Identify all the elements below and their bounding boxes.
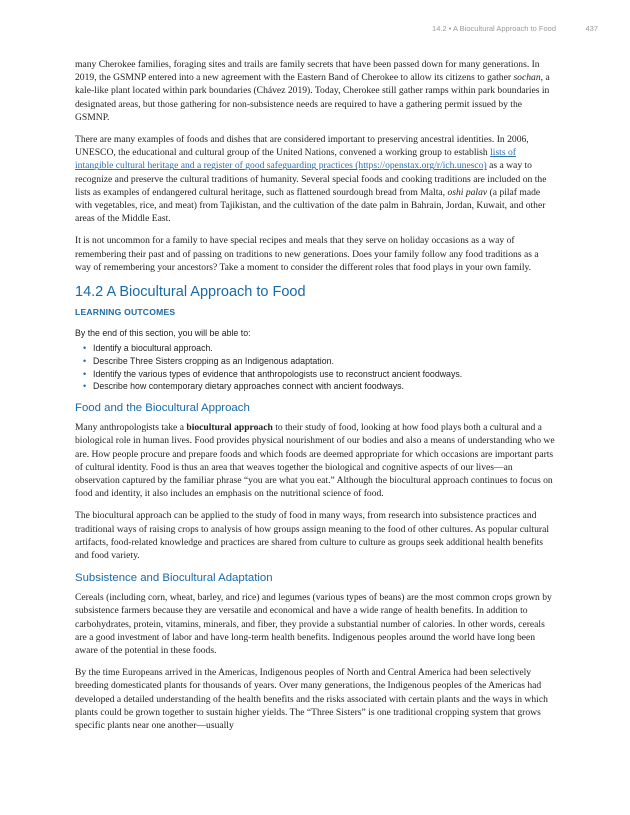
text-run: many Cherokee families, foraging sites and trails are family secrets that have been passed down for many generations. In 2019, the GSMNP entered into a new agreement with the Eastern Band of Cherokee to allow its citizens to gather [75,59,540,84]
bullet-icon: • [83,381,87,392]
list-item [83,380,555,393]
text-run: , a kale-like plant located within park boundaries (Chávez 2019). Today, Cherokee still gather ramps within park boundaries in designated areas, but those gathering for non-subsistence needs are required to have a gathering permit issued by the GSMNP. [75,72,550,123]
italic-term: oshi palav [447,186,488,198]
learning-outcomes-list [75,342,555,393]
bullet-icon: • [83,355,87,366]
page-content [75,58,555,741]
text-run: Many anthropologists take a [75,422,187,434]
bullet-icon: • [83,368,87,379]
key-term: biocultural approach [186,422,273,434]
page-number: 437 [585,24,598,33]
list-item-text: Describe Three Sisters cropping as an Indigenous adaptation. [93,355,334,366]
text-run: (a pilaf made with vegetables, rice, and meat) from Tajikistan, and the cultivation of the date palm in Bahrain, Jordan, Kuwait, and other areas of the Middle East. [75,186,546,225]
paragraph-three-sisters: By the time Europeans arrived in the Americas, Indigenous peoples of North and Central America had been selectively breeding domesticated plants for thousands of years. Over many generations, the Indigenous peoples of the Americas had developed a detailed understanding of the health benefits and the risks associated with certain plants and the ways in which plants could be grown together to sustain higher yields. The “Three Sisters” is one traditional cropping system that grows specific plants near one another—usually [75,667,548,732]
paragraph-biocultural-approach [75,421,555,500]
text-run: to their study of food, looking at how food plays both a cultural and a biological role in human lives. Food provides physical nourishment of our bodies and also a means of understanding who we are. How people procure and prepare foods and which foods are deemed appropriate for which occasions are important parts of cultural identity. Food is thus an area that weaves together the biological and cognitive aspects of our lives—an observation captured by the familiar phrase “you are what you eat.” Although the biocultural approach continues to focus on food and identity, it also includes an emphasis on the nutritional science of food. [75,422,555,500]
paragraph-cereals-legumes: Cereals (including corn, wheat, barley, and rice) and legumes (various types of beans) are the most common crops grown by subsistence farmers because they are versatile and economical and have a wide range of health benefits. In addition to carbohydrates, protein, vitamins, minerals, and fiber, they provide a substantial number of calories. In other words, cereals are a good investment of labor and have long-term health benefits. Indigenous peoples around the world have long been aware of the potential in these foods. [75,592,552,657]
subsection-title-subsistence: Subsistence and Biocultural Adaptation [75,572,273,585]
learning-outcomes-intro: By the end of this section, you will be able to: [75,328,251,339]
list-item [83,368,555,381]
paragraph-cherokee-foraging [75,58,555,124]
list-item-text: Describe how contemporary dietary approaches connect with ancient foodways. [93,381,404,392]
paragraph-unesco [75,133,555,225]
paragraph-biocultural-applications: The biocultural approach can be applied to the study of food in many ways, from research into subsistence practices and traditional ways of raising crops to analysis of how groups assign meaning to the food of other cultures. As popular cultural artifacts, food-related knowledge and practices are shared from culture to culture as groups seek additional health benefits and food variety. [75,510,549,562]
text-run: There are many examples of foods and dishes that are considered important to preserving ancestral identities. In 2006, UNESCO, the educational and cultural group of the United Nations, convened a working group to establish [75,134,529,159]
page-header [0,24,630,38]
section-title: 14.2 A Biocultural Approach to Food [75,284,306,301]
paragraph-family-recipes: It is not uncommon for a family to have special recipes and meals that they serve on holiday occasions as a way of remembering their past and of passing on traditions to new generations. Does your family follow any food traditions as a way of remembering your ancestors? Take a moment to consider the different roles that food plays in your own family. [75,235,539,273]
list-item [83,342,555,355]
learning-outcomes-heading: LEARNING OUTCOMES [75,307,176,318]
running-title: 14.2 • A Biocultural Approach to Food [432,24,556,33]
list-item-text: Identify the various types of evidence that anthropologists use to reconstruct ancient foodways. [93,368,463,379]
list-item [83,355,555,368]
bullet-icon: • [83,343,87,354]
subsection-title-food-biocultural: Food and the Biocultural Approach [75,402,250,415]
text-run: as a way to recognize and preserve the cultural traditions of humanity. Several special foods and cooking traditions are included on the lists as examples of endangered cultural heritage, such as flattened sourdough bread from Malta, [75,160,547,198]
italic-term: sochan [513,72,541,84]
list-item-text: Identify a biocultural approach. [93,343,213,354]
unesco-heritage-link[interactable]: lists of intangible cultural heritage and a register of good safeguarding practices (https://openstax.org/r/ich.unesco) [75,147,516,172]
